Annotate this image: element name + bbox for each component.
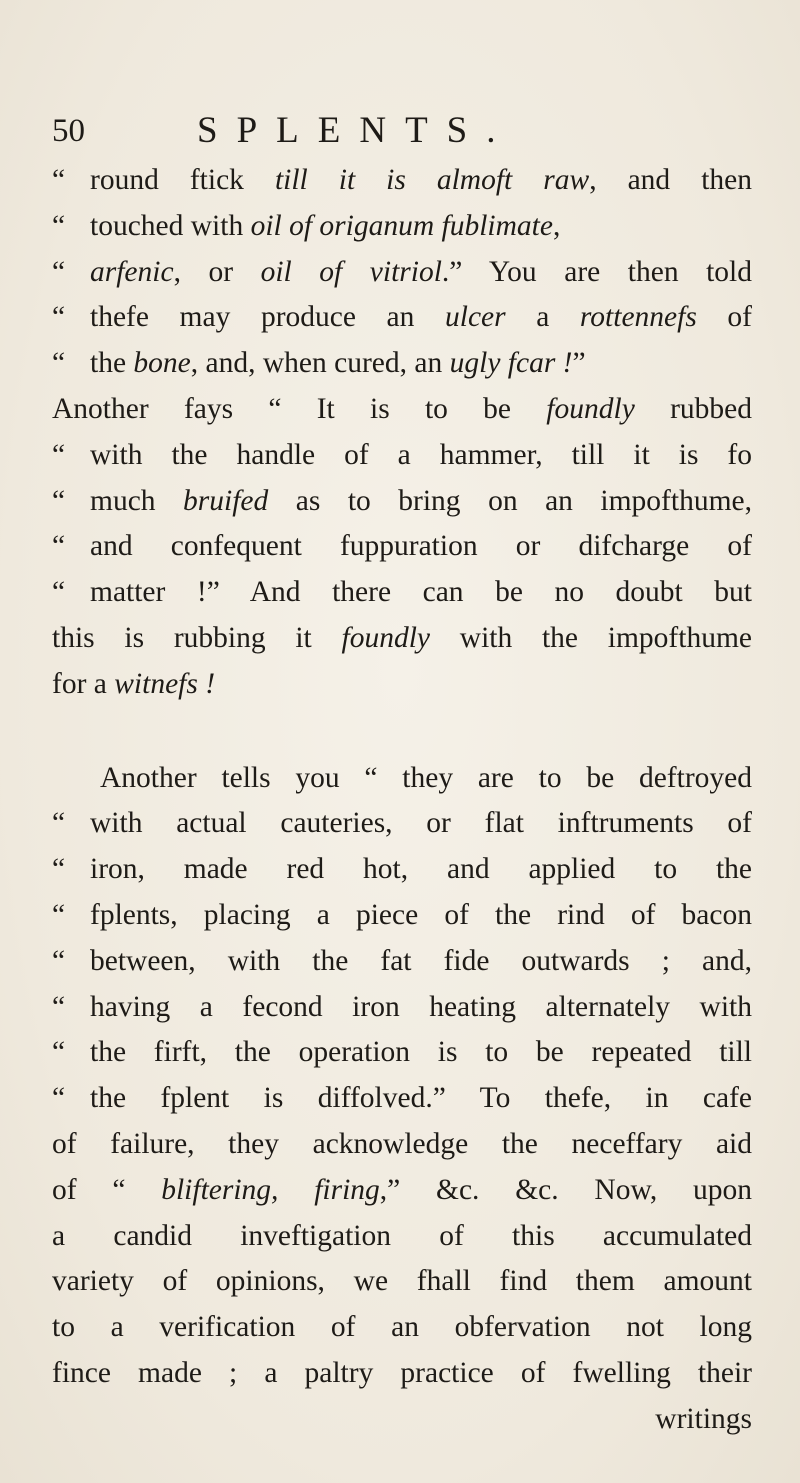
text-line: “ having a fecond iron heating alternately with: [52, 990, 752, 1023]
text-line: this is rubbing it foundly with the impofthume: [52, 621, 752, 654]
text-line: Another tells you “ they are to be deftroyed: [100, 761, 752, 794]
text-line: “ and confequent fuppuration or difcharge of: [52, 530, 752, 563]
page-header: [52, 106, 752, 156]
text-line: “ thefe may produce an ulcer a rottennefs of: [52, 301, 753, 334]
text-line: “ round ftick till it is almoft raw, and then: [52, 164, 752, 196]
body-text: [52, 158, 752, 1443]
running-head: SPLENTS.: [197, 110, 515, 151]
text-line: fince made ; a paltry practice of fwelling their: [52, 1356, 752, 1389]
paragraph-break: [52, 708, 752, 756]
text-line: “ between, with the fat fide outwards ; and,: [52, 944, 752, 977]
text-line: “ much bruifed as to bring on an impofthume,: [52, 484, 752, 517]
text-line: for a witnefs !: [52, 667, 216, 700]
text-line: “ arfenic, or oil of vitriol.” You are then told: [52, 255, 753, 288]
text-line: “ the fplent is diffolved.” To thefe, in cafe: [52, 1082, 752, 1115]
text-line: “ iron, made red hot, and applied to the: [52, 853, 752, 886]
text-line: variety of opinions, we fhall find them amount: [52, 1265, 752, 1298]
catchword: writings: [655, 1402, 752, 1435]
text-line: to a verification of an obfervation not long: [52, 1311, 752, 1344]
text-line: “ the firft, the operation is to be repeated till: [52, 1036, 752, 1069]
text-line: “ fplents, placing a piece of the rind of bacon: [52, 898, 752, 931]
text-line: “ touched with oil of origanum fublimate,: [52, 209, 561, 242]
text-line: a candid inveftigation of this accumulated: [52, 1219, 752, 1252]
text-line: “ with the handle of a hammer, till it is fo: [52, 438, 752, 471]
text-line: Another fays “ It is to be foundly rubbed: [52, 392, 752, 425]
page-number: 50: [52, 113, 85, 149]
text-line: of failure, they acknowledge the neceffary aid: [52, 1127, 752, 1160]
text-line: “ the bone, and, when cured, an ugly fcar !”: [52, 347, 586, 380]
text-line: of “ bliftering, firing,” &c. &c. Now, upon: [52, 1173, 752, 1206]
text-line: “ matter !” And there can be no doubt but: [52, 576, 752, 609]
text-line: “ with actual cauteries, or flat inftruments of: [52, 807, 752, 840]
